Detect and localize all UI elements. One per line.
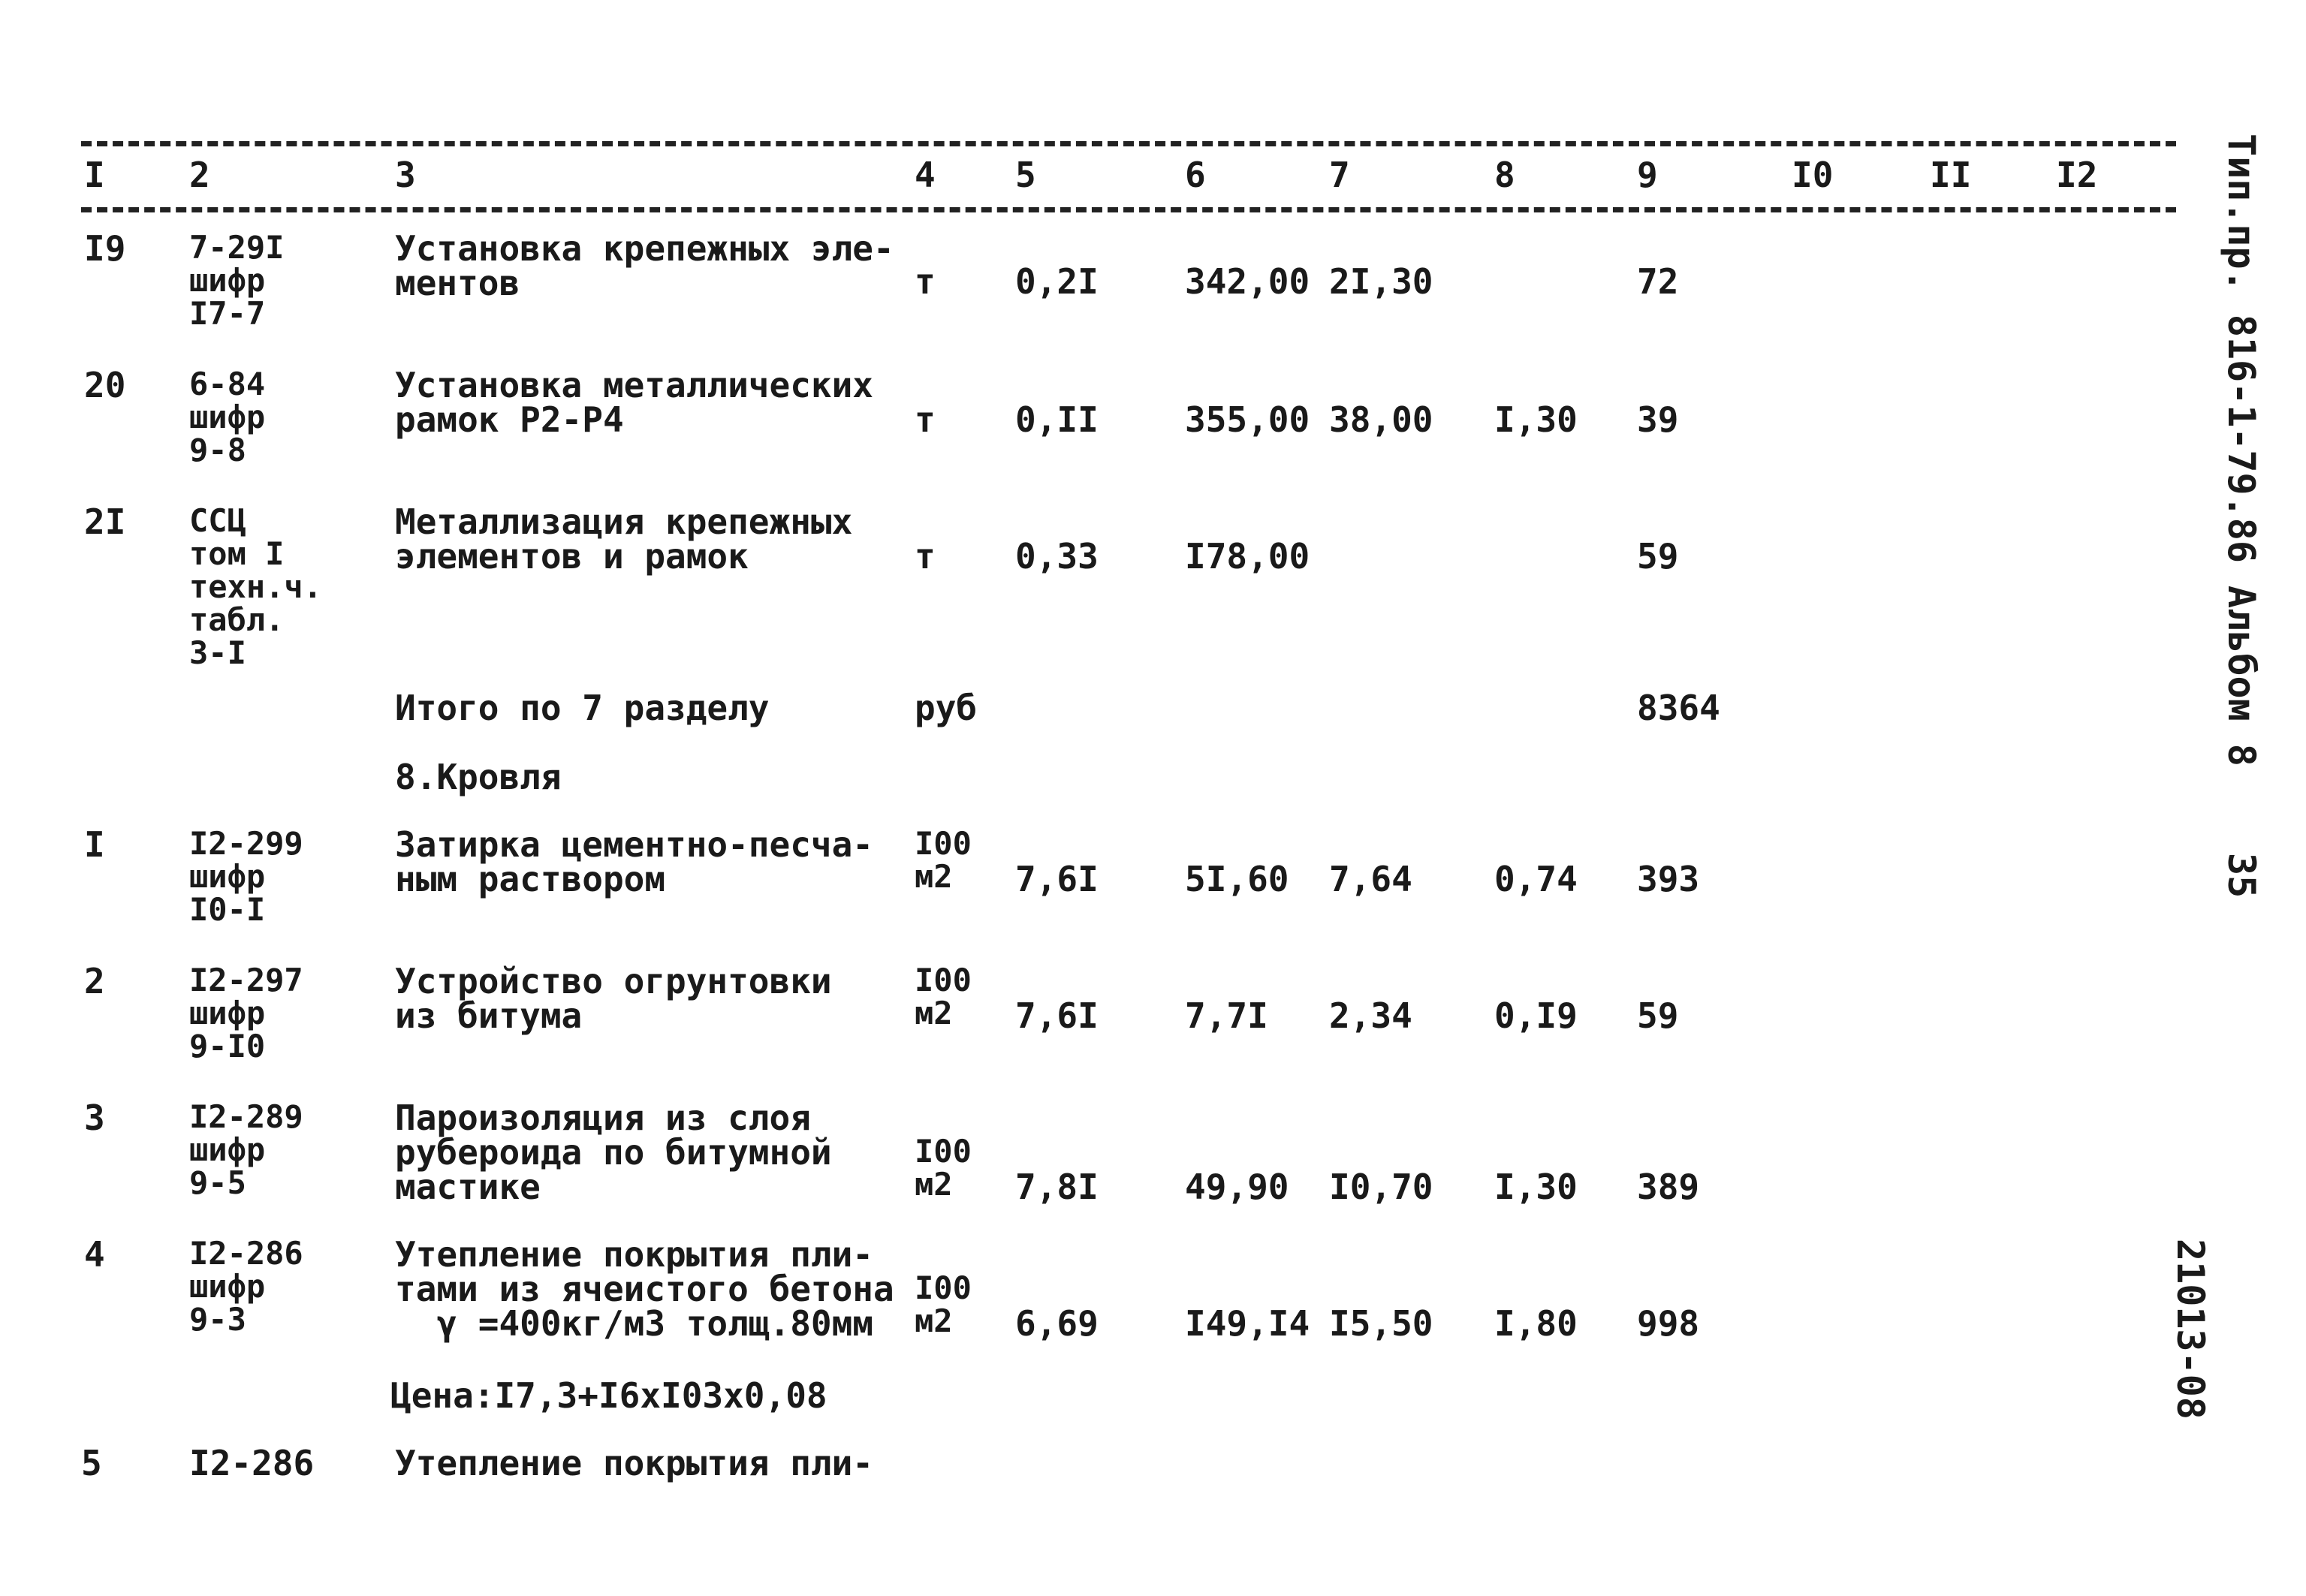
row-number: I	[84, 824, 105, 865]
col-header-5: 5	[1015, 155, 1036, 195]
row-number: 2	[84, 961, 105, 1001]
header-bottom-rule	[81, 207, 2176, 212]
total-cost: 59	[1637, 995, 1679, 1036]
unit: т	[915, 399, 936, 440]
col-header-7: 7	[1329, 155, 1350, 195]
unit-cost: I49,I4	[1185, 1303, 1310, 1344]
col-header-4: 4	[915, 155, 936, 195]
quantity: 7,8I	[1015, 1167, 1099, 1207]
col-header-11: II	[1930, 155, 1972, 195]
price-formula: Цена:I7,3+I6xI03x0,08	[390, 1375, 827, 1416]
unit-cost: 355,00	[1185, 399, 1310, 440]
section-heading: 8.Кровля	[395, 757, 562, 797]
total-unit: руб	[915, 688, 978, 728]
unit: т	[915, 536, 936, 577]
page-number: 35	[2220, 853, 2263, 899]
total-value: 8364	[1637, 688, 1720, 728]
col-header-2: 2	[189, 155, 210, 195]
work-name: Утепление покрытия пли- тами из ячеистого бетона γ =400кг/м3 толщ.80мм	[395, 1234, 894, 1344]
row-number: 4	[84, 1234, 105, 1275]
unit-cost: I78,00	[1185, 536, 1310, 577]
quantity: 0,33	[1015, 536, 1099, 577]
norm-code: I2-289 шифр 9-5	[189, 1098, 303, 1201]
work-name: Устройство огрунтовки из битума	[395, 961, 832, 1036]
norm-code: I2-299 шифр I0-I	[189, 825, 303, 928]
total-cost: 998	[1637, 1303, 1700, 1344]
row-number: I9	[84, 228, 126, 269]
unit: I00 м2	[915, 825, 972, 895]
norm-code: 7-29I шифр I7-7	[189, 229, 285, 332]
wages: 7,64	[1329, 859, 1412, 899]
wages: 38,00	[1329, 399, 1433, 440]
total-cost: 389	[1637, 1167, 1700, 1207]
total-label: Итого по 7 разделу	[395, 688, 770, 728]
unit: I00 м2	[915, 1133, 972, 1203]
machines: I,30	[1494, 1167, 1578, 1207]
row-number: 3	[84, 1098, 105, 1138]
wages: I5,50	[1329, 1303, 1433, 1344]
col-header-1: I	[84, 155, 105, 195]
wages: 2,34	[1329, 995, 1412, 1036]
norm-code: I2-297 шифр 9-I0	[189, 962, 303, 1065]
document-reference: Тип.пр. 816-1-79.86 Альбом 8	[2220, 134, 2263, 766]
sheet-code: 21013-08	[2169, 1239, 2212, 1420]
total-cost: 39	[1637, 399, 1679, 440]
norm-code: 6-84 шифр 9-8	[189, 366, 266, 468]
unit-cost: 342,00	[1185, 261, 1310, 302]
unit: I00 м2	[915, 1269, 972, 1339]
total-cost: 72	[1637, 261, 1679, 302]
unit: I00 м2	[915, 962, 972, 1031]
row-number: 20	[84, 365, 126, 405]
total-cost: 59	[1637, 536, 1679, 577]
unit-cost: 5I,60	[1185, 859, 1289, 899]
col-header-8: 8	[1494, 155, 1515, 195]
quantity: 6,69	[1015, 1303, 1099, 1344]
work-name: Утепление покрытия пли-	[395, 1443, 873, 1483]
norm-code: ССЦ том I техн.ч. табл. 3-I	[189, 502, 323, 671]
work-name: Пароизоляция из слоя рубероида по битумной мастике	[395, 1098, 832, 1207]
quantity: 0,2I	[1015, 261, 1099, 302]
work-name: Металлизация крепежных элементов и рамок	[395, 501, 853, 577]
col-header-10: I0	[1792, 155, 1834, 195]
unit-cost: 7,7I	[1185, 995, 1268, 1036]
row-number: 2I	[84, 501, 126, 542]
machines: I,80	[1494, 1303, 1578, 1344]
machines: I,30	[1494, 399, 1578, 440]
wages: 2I,30	[1329, 261, 1433, 302]
table-top-rule	[81, 141, 2176, 146]
col-header-9: 9	[1637, 155, 1658, 195]
work-name: Установка крепежных эле- ментов	[395, 228, 894, 303]
machines: 0,I9	[1494, 995, 1578, 1036]
quantity: 7,6I	[1015, 995, 1099, 1036]
work-name: Затирка цементно-песча- ным раствором	[395, 824, 873, 899]
quantity: 7,6I	[1015, 859, 1099, 899]
work-name: Установка металлических рамок Р2-Р4	[395, 365, 873, 440]
norm-code: I2-286 шифр 9-3	[189, 1235, 303, 1338]
norm-code: I2-286	[189, 1443, 315, 1483]
wages: I0,70	[1329, 1167, 1433, 1207]
col-header-6: 6	[1185, 155, 1206, 195]
row-number: 5	[81, 1443, 102, 1483]
unit: т	[915, 261, 936, 302]
col-header-3: 3	[395, 155, 416, 195]
quantity: 0,II	[1015, 399, 1099, 440]
machines: 0,74	[1494, 859, 1578, 899]
unit-cost: 49,90	[1185, 1167, 1289, 1207]
col-header-12: I2	[2056, 155, 2098, 195]
total-cost: 393	[1637, 859, 1700, 899]
